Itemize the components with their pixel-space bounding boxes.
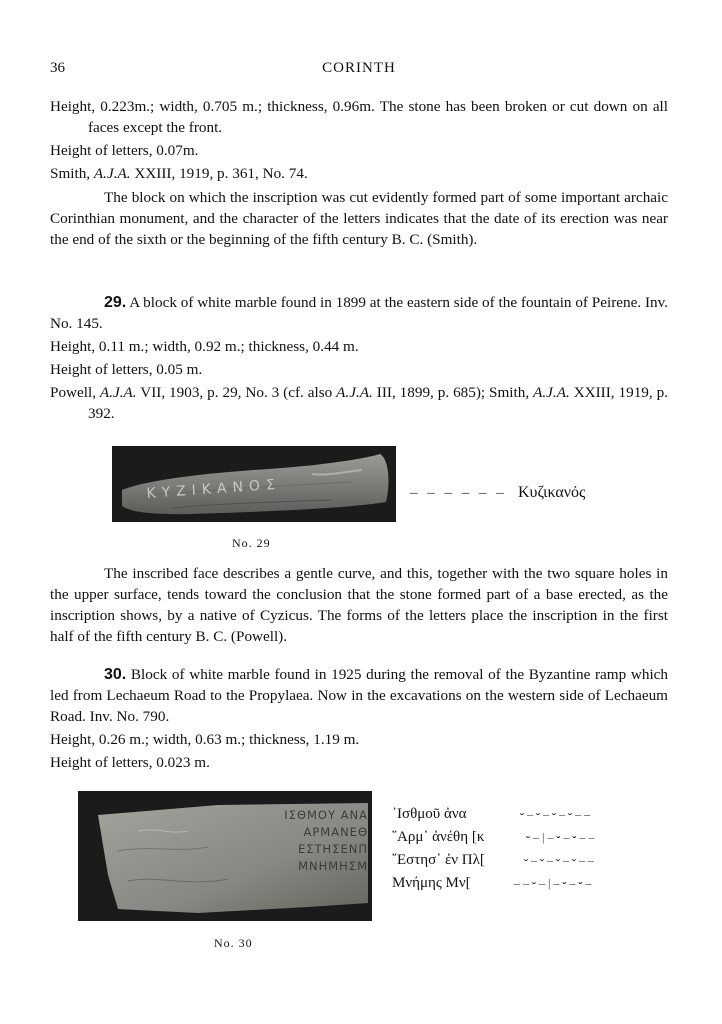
stone-line: ΕΣΤΗΣΕΝΠ [298, 842, 368, 856]
running-header [50, 60, 668, 82]
stone-line: ΜΝΗΜΗΣΜ [298, 859, 368, 873]
entry-29-commentary [50, 563, 668, 647]
dimensions-text: Height, 0.11 m.; width, 0.92 m.; thickness, 0.44 m. [50, 338, 359, 355]
entry-29-intro [50, 292, 668, 334]
journal-title: A.J.A. [336, 384, 373, 401]
ref-author: Powell, [50, 384, 100, 401]
inscription-transcription: Κυζικανός [518, 484, 586, 501]
dimensions-text: Height, 0.26 m.; width, 0.63 m.; thickness, 1.19 m. [50, 731, 360, 748]
entry-number: 30. [104, 666, 127, 683]
ref-details: VII, 1903, p. 29, No. 3 (cf. also [136, 384, 337, 401]
stone-inscription: ΚΥΖΙΚΑΝΟΣ [146, 476, 282, 502]
entry-number: 29. [104, 294, 127, 311]
entry-29 [50, 292, 668, 424]
stone-inscription [256, 807, 368, 875]
figure-caption: No. 29 [232, 536, 271, 550]
commentary-paragraph: The block on which the inscription was cut evidently formed part of some important archaic Corinthian monument, and the character of the letters indicates that the date of its erection was near the end of the sixth or the beginning of the fifth century B. C. (Smith). [50, 189, 668, 248]
ref-details: III, 1899, p. 685); Smith, [372, 384, 534, 401]
letter-height-text: Height of letters, 0.07m. [50, 142, 199, 159]
page-number: 36 [50, 60, 65, 76]
dimensions-text: Height, 0.223m.; width, 0.705 m.; thickness, 0.96m. The stone has been broken or cut down on all faces except the front. [50, 98, 668, 136]
stone-line: ΑΡΜΑΝΕΘ [303, 825, 368, 839]
letter-height-text: Height of letters, 0.023 m. [50, 754, 210, 771]
meter-line: ⏑ – ⏑ – ⏑ – ⏑ – – [524, 853, 594, 867]
figure-caption: No. 30 [214, 936, 253, 950]
entry-30-description: Block of white marble found in 1925 during the removal of the Byzantine ramp which led from Lechaeum Road to the Propylaea. Now in the excavations on the western side of Lechaeum Road. Inv. No. 790. [50, 666, 668, 725]
commentary-paragraph: The inscribed face describes a gentle curve, and this, together with the two square holes in the upper surface, tends toward the conclusion that the stone formed part of a base erected, as the inscription shows, by a native of Cyzicus. The forms of the letters place the inscription in the first half of the fifth century B. C. (Powell). [50, 565, 668, 645]
bibliography-reference [50, 163, 668, 184]
journal-title: A.J.A. [93, 165, 131, 182]
ref-author: Smith, [50, 165, 94, 182]
journal-title: A.J.A. [533, 384, 570, 401]
transcription-line: ῎Εστησ᾿ ἐν Πλ[ [392, 852, 485, 868]
entry-30-intro [50, 664, 668, 727]
ref-details: XXIII, 1919, p. 361, No. 74. [130, 165, 308, 182]
photo-no-29 [112, 446, 396, 522]
transcription-line: ῞Αρμ᾿ ἀνέθη [κ [392, 829, 485, 845]
ref-details: XXIII, 1919, p. 392. [88, 384, 669, 422]
letter-height-text: Height of letters, 0.05 m. [50, 361, 203, 378]
meter-line: – – ⏑ – | – ⏑ – ⏑ – [514, 876, 592, 890]
transcription-line: ᾿Ισθμοῦ ἀνα [392, 806, 467, 822]
dash-leader: – – – – – – [410, 485, 507, 501]
meter-line: ⏑ – | – ⏑ – ⏑ – – [526, 830, 595, 844]
entry-29-description: A block of white marble found in 1899 at the eastern side of the fountain of Peirene. Inv. No. 145. [50, 294, 668, 332]
bibliography-reference [50, 382, 668, 424]
stone-line: ΙΣΘΜΟΥ ΑΝΑ [284, 808, 368, 822]
meter-line: ⏑ – ⏑ – ⏑ – ⏑ – – [520, 807, 590, 821]
journal-title: A.J.A. [99, 384, 137, 401]
entry-30 [50, 664, 668, 773]
transcription-line: Μνήμης Μν[ [392, 875, 471, 891]
running-title: CORINTH [322, 60, 396, 76]
entry-28-continuation [50, 96, 668, 250]
photo-no-30 [78, 791, 372, 921]
